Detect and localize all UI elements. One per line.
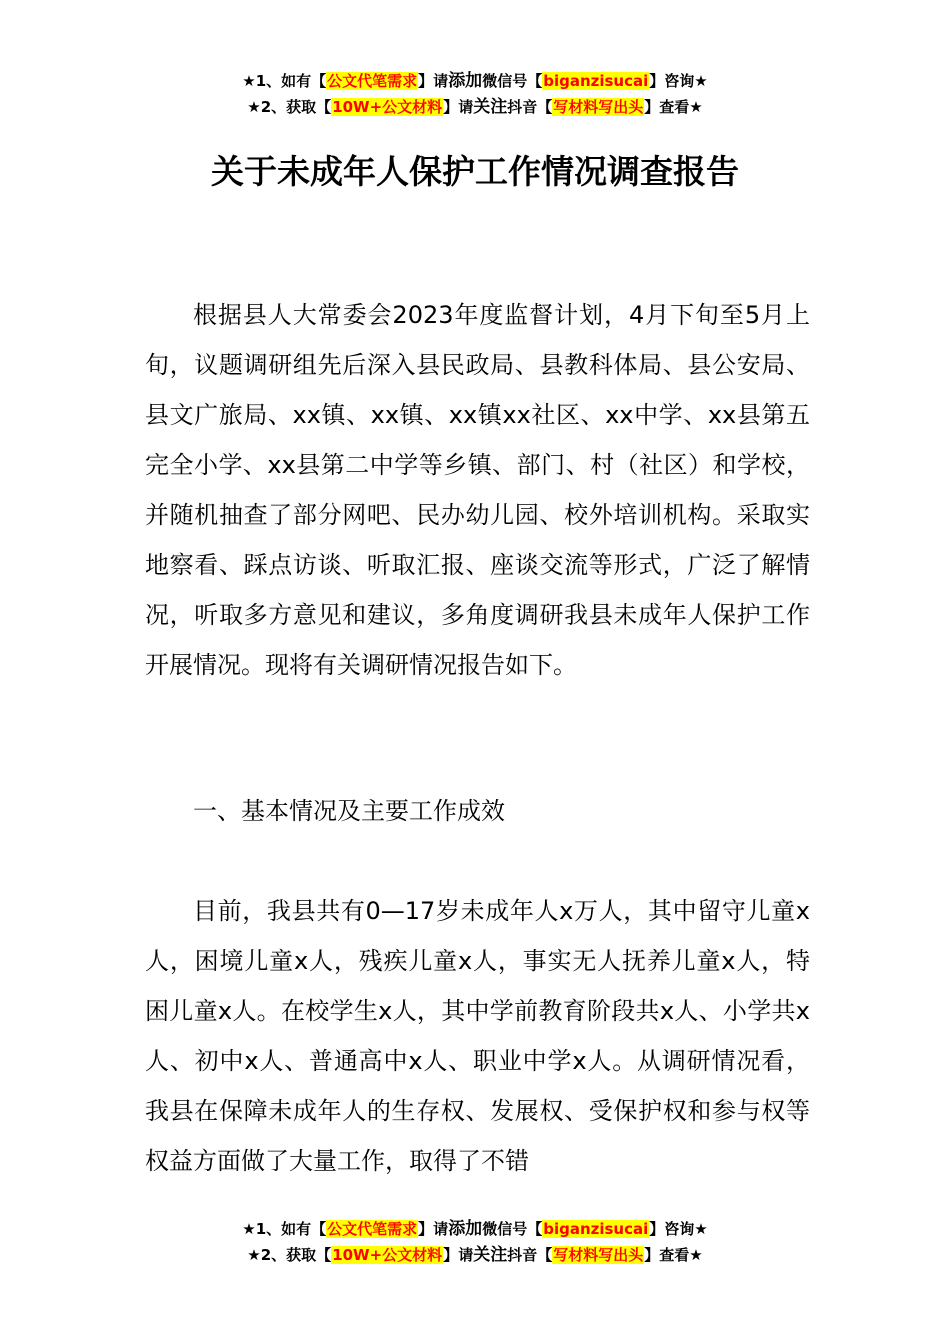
banner-line-2 [0, 94, 950, 120]
banner-highlight: 公文代笔需求 [327, 1220, 418, 1238]
banner-text: 】请 [443, 1246, 474, 1264]
banner-highlight: biganzisucai [543, 72, 649, 90]
banner-line-1 [0, 68, 950, 94]
banner-text: ★1、如有【 [242, 72, 327, 90]
banner-text: 抖音【 [507, 1246, 553, 1264]
banner-text: 微信号【 [482, 1220, 543, 1238]
banner-line-1 [0, 1216, 950, 1242]
document-title: 关于未成年人保护工作情况调查报告 [211, 152, 739, 191]
banner-text: ★1、如有【 [242, 1220, 327, 1238]
banner-emphasis: 关注 [473, 97, 508, 117]
footer-banner [0, 1216, 950, 1268]
banner-highlight: 写材料写出头 [553, 98, 644, 116]
paragraph-basic-info: 目前，我县共有0—17岁未成年人x万人，其中留守儿童x人，困境儿童x人，残疾儿童x人，事实无人抚养儿童x人，特困儿童x人。在校学生x人，其中学前教育阶段共x人、小学共x人、初中x人、普通高中x人、职业中学x人。从调研情况看，我县在保障未成年人的生存权、发展权、受保护权和参与权等权益方面做了大量工作，取得了不错 [145, 897, 810, 1175]
paragraph-intro: 根据县人大常委会2023年度监督计划，4月下旬至5月上旬，议题调研组先后深入县民政局、县教科体局、县公安局、县文广旅局、xx镇、xx镇、xx镇xx社区、xx中学、xx县第五完全小学、xx县第二中学等乡镇、部门、村（社区）和学校，并随机抽查了部分网吧、民办幼儿园、校外培训机构。采取实地察看、踩点访谈、听取汇报、座谈交流等形式，广泛了解情况，听取多方意见和建议，多角度调研我县未成年人保护工作开展情况。现将有关调研情况报告如下。 [145, 301, 810, 679]
banner-emphasis: 添加 [448, 1219, 483, 1239]
banner-text: 抖音【 [507, 98, 553, 116]
banner-text: 】请 [443, 98, 474, 116]
banner-emphasis: 添加 [448, 71, 483, 91]
banner-text: 】查看★ [644, 98, 703, 116]
banner-text: 】请 [418, 1220, 449, 1238]
banner-text: 】咨询★ [649, 72, 708, 90]
banner-text: ★2、获取【 [247, 1246, 332, 1264]
banner-text: ★2、获取【 [247, 98, 332, 116]
banner-text: 】查看★ [644, 1246, 703, 1264]
banner-highlight: biganzisucai [543, 1220, 649, 1238]
section-heading: 一、基本情况及主要工作成效 [193, 797, 505, 825]
banner-highlight: 10W+公文材料 [332, 98, 443, 116]
banner-highlight: 写材料写出头 [553, 1246, 644, 1264]
banner-highlight: 公文代笔需求 [327, 72, 418, 90]
banner-text: 】咨询★ [649, 1220, 708, 1238]
banner-emphasis: 关注 [473, 1245, 508, 1265]
banner-text: 】请 [418, 72, 449, 90]
banner-line-2 [0, 1242, 950, 1268]
banner-highlight: 10W+公文材料 [332, 1246, 443, 1264]
banner-text: 微信号【 [482, 72, 543, 90]
header-banner [0, 68, 950, 120]
